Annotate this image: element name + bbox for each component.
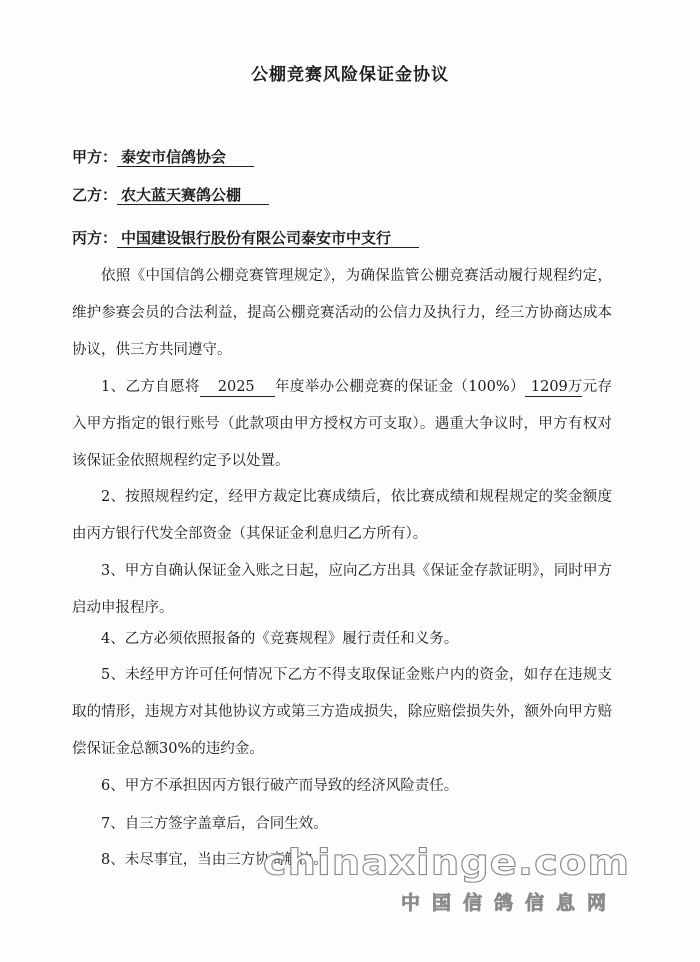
party-c — [72, 227, 419, 248]
clause-7 — [72, 806, 612, 843]
intro-paragraph — [72, 258, 612, 369]
clause-3-text: 3、甲方自确认保证金入账之日起，应向乙方出具《保证金存款证明》，同时甲方启动申报程序。 — [72, 563, 612, 616]
clause-2-text: 2、按照规程约定，经甲方裁定比赛成绩后，依比赛成绩和规程规定的奖金额度由丙方银行代发全部资金（其保证金利息归乙方所有）。 — [72, 489, 612, 542]
party-b — [72, 184, 269, 205]
party-c-label: 丙方： — [72, 229, 118, 247]
clause-5 — [72, 657, 612, 768]
party-b-label: 乙方： — [72, 186, 118, 204]
deposit-amount: 1209万 — [525, 378, 582, 397]
intro-text: 依照《中国信鸽公棚竞赛管理规定》，为确保监管公棚竞赛活动履行规程约定，维护参赛会员的合法利益，提高公棚竞赛活动的公信力及执行力，经三方协商达成本协议，供三方共同遵守。 — [72, 268, 612, 358]
clause-3 — [72, 553, 612, 627]
clause-1-suffix: 元存入甲方指定的银行账号（此款项由甲方授权方可支取）。遇重大争议时，甲方有权对该保证金依照规程约定予以处置。 — [72, 379, 613, 469]
site-watermark: chinaxinge.com — [262, 842, 630, 884]
clause-5-text: 5、未经甲方许可任何情况下乙方不得支取保证金账户内的资金，如存在违规支取的情形，违规方对其他协议方或第三方造成损失，除应赔偿损失外，额外向甲方赔偿保证金总额30%的违约金。 — [72, 667, 612, 757]
clause-2 — [72, 479, 612, 553]
party-a-label: 甲方： — [72, 148, 118, 166]
clause-1 — [72, 369, 612, 480]
clause-8-text: 8、未尽事宜，当由三方协商解决。 — [101, 852, 328, 868]
party-a — [72, 146, 254, 167]
site-watermark-chinese: 中国信鸽信息网 — [400, 892, 618, 914]
clause-6-text: 6、甲方不承担因丙方银行破产而导致的经济风险责任。 — [101, 778, 459, 794]
clause-4-text: 4、乙方必须依照报备的《竞赛规程》履行责任和义务。 — [101, 631, 459, 647]
party-a-value: 泰安市信鸽协会 — [117, 148, 254, 167]
clause-1-text — [72, 369, 612, 480]
party-b-value: 农大蓝天赛鸽公棚 — [117, 186, 269, 205]
document-title: 公棚竞赛风险保证金协议 — [251, 65, 449, 85]
clause-4 — [72, 621, 612, 658]
clause-1-middle: 年度举办公棚竞赛的保证金（100%） — [274, 379, 525, 395]
clause-6 — [72, 768, 612, 805]
clause-7-text: 7、自三方签字盖章后，合同生效。 — [101, 816, 328, 832]
clause-1-prefix: 1、乙方自愿将 — [101, 379, 200, 395]
deposit-year: 2025 — [200, 378, 275, 397]
party-c-value: 中国建设银行股份有限公司泰安市中支行 — [117, 229, 419, 248]
